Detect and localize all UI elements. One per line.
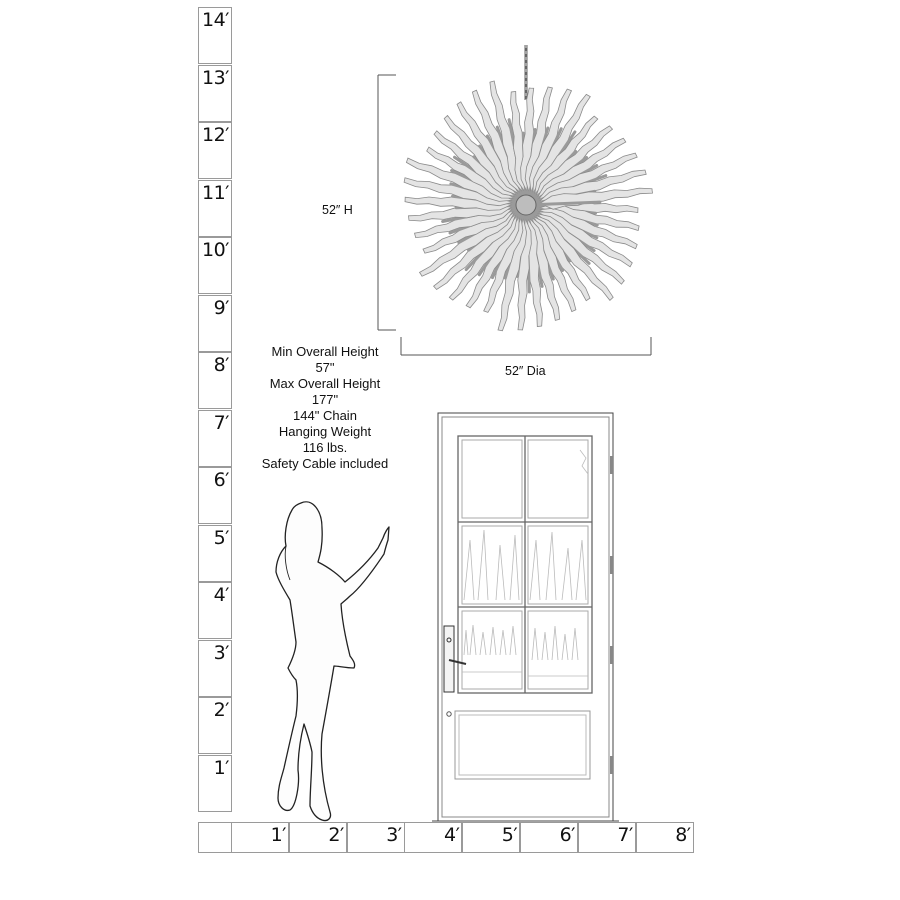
vertical-ruler-label: 4′ — [213, 584, 229, 606]
starburst-chandelier-icon — [404, 45, 652, 331]
diameter-dimension-bracket — [401, 337, 651, 355]
spec-line: Min Overall Height — [271, 344, 379, 359]
vertical-ruler-label: 1′ — [213, 756, 229, 779]
horizontal-ruler-label: 7′ — [617, 824, 633, 846]
vertical-ruler-label: 5′ — [213, 526, 229, 549]
spec-line: 177" — [311, 392, 339, 407]
horizontal-ruler-label: 1′ — [270, 824, 286, 846]
height-dimension-bracket — [378, 75, 396, 330]
horizontal-ruler-label: 4′ — [443, 824, 460, 846]
vertical-ruler-label: 14′ — [202, 9, 229, 31]
vertical-ruler-label: 12′ — [202, 124, 229, 146]
woman-silhouette-icon — [276, 502, 389, 821]
vertical-ruler-label: 8′ — [213, 354, 229, 376]
chandelier-hub — [516, 195, 536, 215]
vertical-ruler-label: 2′ — [213, 699, 229, 721]
vertical-ruler-label: 9′ — [213, 296, 229, 319]
spec-line: 144" Chain — [293, 408, 357, 423]
spec-line: Max Overall Height — [269, 376, 381, 391]
horizontal-ruler-label: 3′ — [386, 824, 402, 846]
horizontal-ruler-label: 5′ — [501, 824, 518, 846]
horizontal-ruler-label: 6′ — [559, 824, 575, 846]
spec-line: Safety Cable included — [261, 456, 389, 471]
vertical-ruler-label: 11′ — [202, 181, 229, 204]
glass-panel-door-icon — [432, 413, 619, 821]
vertical-ruler-label: 7′ — [213, 411, 229, 434]
spec-line: 116 lbs. — [302, 440, 348, 455]
horizontal-ruler-label: 8′ — [675, 824, 691, 846]
spec-line: Hanging Weight — [278, 424, 372, 439]
height-dimension-label: 52″ H — [322, 203, 353, 217]
vertical-ruler-label: 13′ — [202, 66, 229, 89]
spec-line: 57" — [315, 360, 335, 375]
diameter-dimension-label: 52″ Dia — [505, 364, 546, 378]
horizontal-ruler-label: 2′ — [328, 824, 344, 846]
vertical-ruler-label: 10′ — [202, 239, 229, 261]
vertical-ruler-label: 6′ — [213, 469, 229, 491]
vertical-ruler-label: 3′ — [213, 641, 229, 664]
